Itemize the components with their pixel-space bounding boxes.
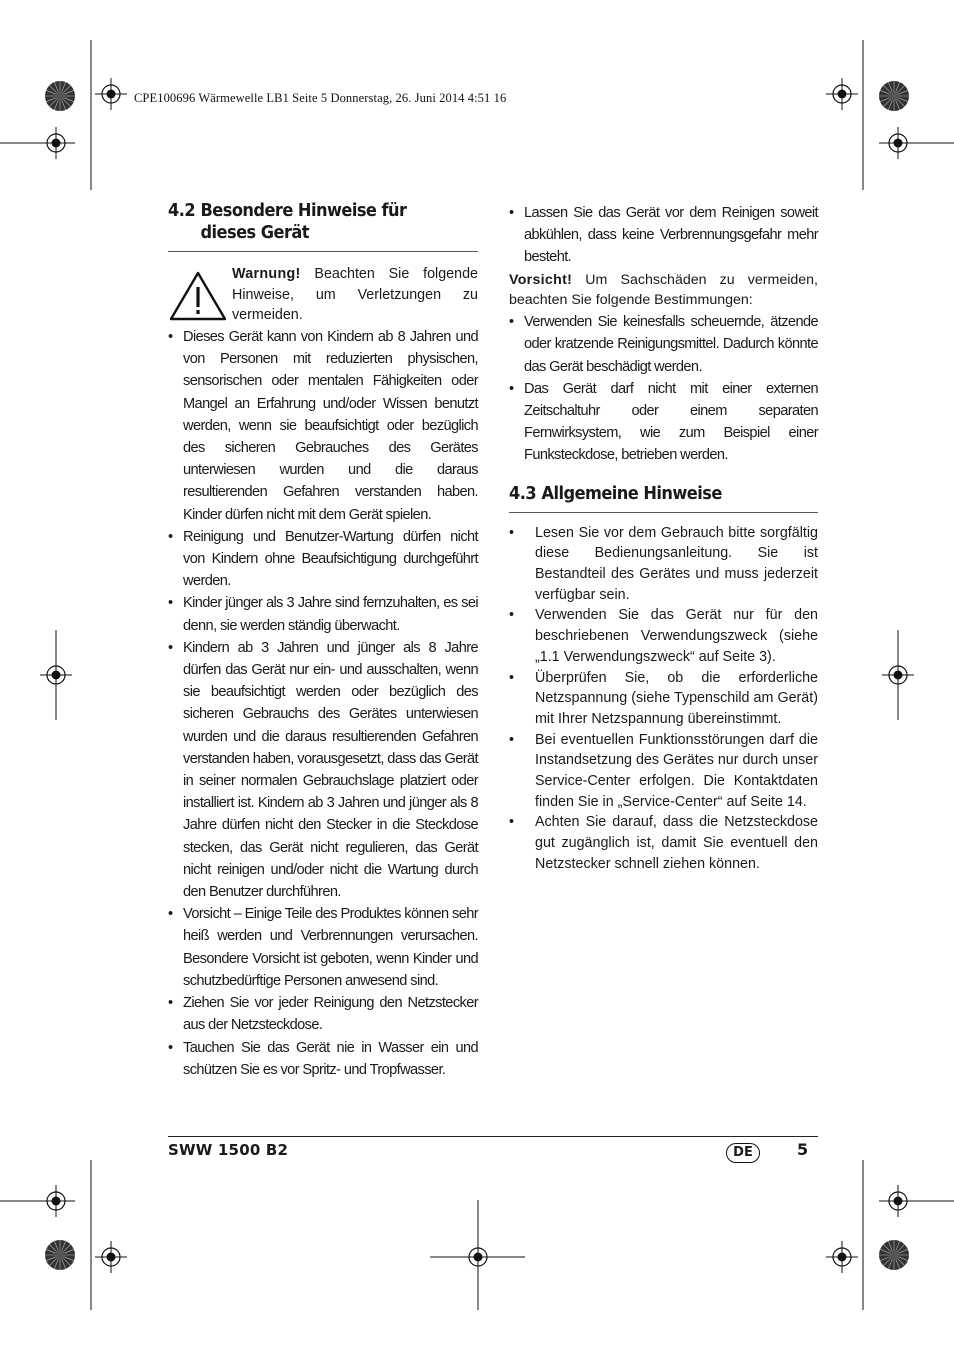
list-item: • Verwenden Sie das Gerät nur für den beschriebenen Verwendungszweck (siehe „1.1 Verwendungszweck“ auf Seite 3). xyxy=(509,605,818,667)
print-slug: CPE100696 Wärmewelle LB1 Seite 5 Donnerstag, 26. Juni 2014 4:51 16 xyxy=(134,91,507,105)
general-list xyxy=(509,523,818,875)
footer-rule xyxy=(168,1136,818,1137)
caution-label: Vorsicht! xyxy=(509,271,573,288)
warning-body: Beachten Sie folgende Hinweise, um Verletzungen zu vermeiden. xyxy=(232,266,478,323)
registration-mark-icon xyxy=(826,1241,858,1273)
section-number: 4.3 xyxy=(509,482,537,504)
model-number: SWW 1500 B2 xyxy=(168,1141,289,1159)
page-number: 5 xyxy=(797,1140,809,1159)
registration-mark-icon xyxy=(462,1241,494,1273)
warning-box xyxy=(168,266,478,326)
heading-rule xyxy=(509,512,818,513)
heading-rule xyxy=(168,251,478,252)
color-wheel-icon xyxy=(879,81,909,111)
registration-mark-icon xyxy=(95,78,127,110)
list-item: • Bei eventuellen Funktionsstörungen darf die Instandsetzung des Gerätes nur durch unser Service-Center erfolgen. Die Kontaktdaten finden Sie in „Service-Center“ auf Seite 14. xyxy=(509,730,818,813)
registration-mark-icon xyxy=(882,1185,914,1217)
registration-mark-icon xyxy=(95,1241,127,1273)
caution-list xyxy=(509,311,818,466)
section-number: 4.2 xyxy=(168,200,196,221)
list-item: • Lesen Sie vor dem Gebrauch bitte sorgfältig diese Bedienungsanleitung. Sie ist Bestandteil des Gerätes und muss jederzeit verfügbar sein. xyxy=(509,523,818,606)
section-title: Besondere Hinweise für dieses Gerät xyxy=(200,200,407,243)
registration-mark-icon xyxy=(40,127,72,159)
registration-mark-icon xyxy=(40,659,72,691)
color-wheel-icon xyxy=(879,1240,909,1270)
warning-label: Warnung! xyxy=(232,266,301,282)
registration-mark-icon xyxy=(826,78,858,110)
registration-mark-icon xyxy=(882,659,914,691)
list-item: • Lassen Sie das Gerät vor dem Reinigen soweit abkühlen, dass keine Verbrennungsgefahr mehr besteht. xyxy=(509,202,818,269)
list-item: • Vorsicht – Einige Teile des Produktes können sehr heiß werden und Verbrennungen verursachen. Besondere Vorsicht ist geboten, wenn Kinder und schutzbedürftige Personen anwesend sind. xyxy=(168,903,478,992)
list-item: • Dieses Gerät kann von Kindern ab 8 Jahren und von Personen mit reduzierten physischen, sensorischen oder mentalen Fähigkeiten oder Mangel an Erfahrung und/oder Wissen benutzt werden, wenn sie beaufsichtigt oder bezüglich des sicheren Gebrauches des Gerätes unterwiesen wurden und die daraus resultierenden Gefahren verstanden haben. Kinder dürfen nicht mit dem Gerät spielen. xyxy=(168,326,478,526)
child-safety-list xyxy=(168,326,478,1081)
cooling-list xyxy=(509,202,818,269)
list-item: • Ziehen Sie vor jeder Reinigung den Netzstecker aus der Netzsteckdose. xyxy=(168,992,478,1036)
registration-mark-icon xyxy=(882,127,914,159)
caution-paragraph xyxy=(509,270,818,312)
list-item: • Kinder jünger als 3 Jahre sind fernzuhalten, es sei denn, sie werden ständig überwacht. xyxy=(168,592,478,636)
registration-mark-icon xyxy=(40,1185,72,1217)
right-column xyxy=(509,200,818,875)
section-heading-4-2 xyxy=(168,200,447,244)
language-badge: DE xyxy=(726,1143,760,1163)
list-item: • Tauchen Sie das Gerät nie in Wasser ein und schützen Sie es vor Spritz- und Tropfwasser. xyxy=(168,1037,478,1081)
color-wheel-icon xyxy=(45,81,75,111)
list-item: • Das Gerät darf nicht mit einer externen Zeitschaltuhr oder einem separaten Fernwirksystem, wie zum Beispiel einer Funksteckdose, betrieben werden. xyxy=(509,378,818,467)
list-item: • Kindern ab 3 Jahren und jünger als 8 Jahre dürfen das Gerät nur ein- und ausschalten, wenn sie beaufsichtigt werden oder bezüglich des sicheren Gebrauchs des Gerätes unterwiesen wurden und die daraus resultierenden Gefahren verstanden haben, vorausgesetzt, dass das Gerät in seiner normalen Gebrauchslage platziert oder installiert ist. Kindern ab 3 Jahren und jünger als 8 Jahre dürfen nicht den Stecker in die Steckdose stecken, das Gerät nicht regulieren, das Gerät nicht reinigen und/oder nicht die Wartung durch den Benutzer durchführen. xyxy=(168,637,478,903)
list-item: • Reinigung und Benutzer-Wartung dürfen nicht von Kindern ohne Beaufsichtigung durchgeführt werden. xyxy=(168,526,478,593)
caution-body: Um Sachschäden zu vermeiden, beachten Sie folgende Bestimmungen: xyxy=(509,271,818,309)
list-item: • Überprüfen Sie, ob die erforderliche Netzspannung (siehe Typenschild am Gerät) mit Ihrer Netzspannung übereinstimmt. xyxy=(509,668,818,730)
left-column xyxy=(168,200,478,1081)
list-item: • Achten Sie darauf, dass die Netzsteckdose gut zugänglich ist, damit Sie eventuell den Netzstecker schnell ziehen können. xyxy=(509,812,818,874)
color-wheel-icon xyxy=(45,1240,75,1270)
section-title: Allgemeine Hinweise xyxy=(541,482,722,504)
warning-triangle-icon xyxy=(168,270,228,322)
warning-text xyxy=(232,264,478,326)
list-item: • Verwenden Sie keinesfalls scheuernde, ätzende oder kratzende Reinigungsmittel. Dadurch könnte das Gerät beschädigt werden. xyxy=(509,311,818,378)
section-heading-4-3 xyxy=(509,483,787,505)
